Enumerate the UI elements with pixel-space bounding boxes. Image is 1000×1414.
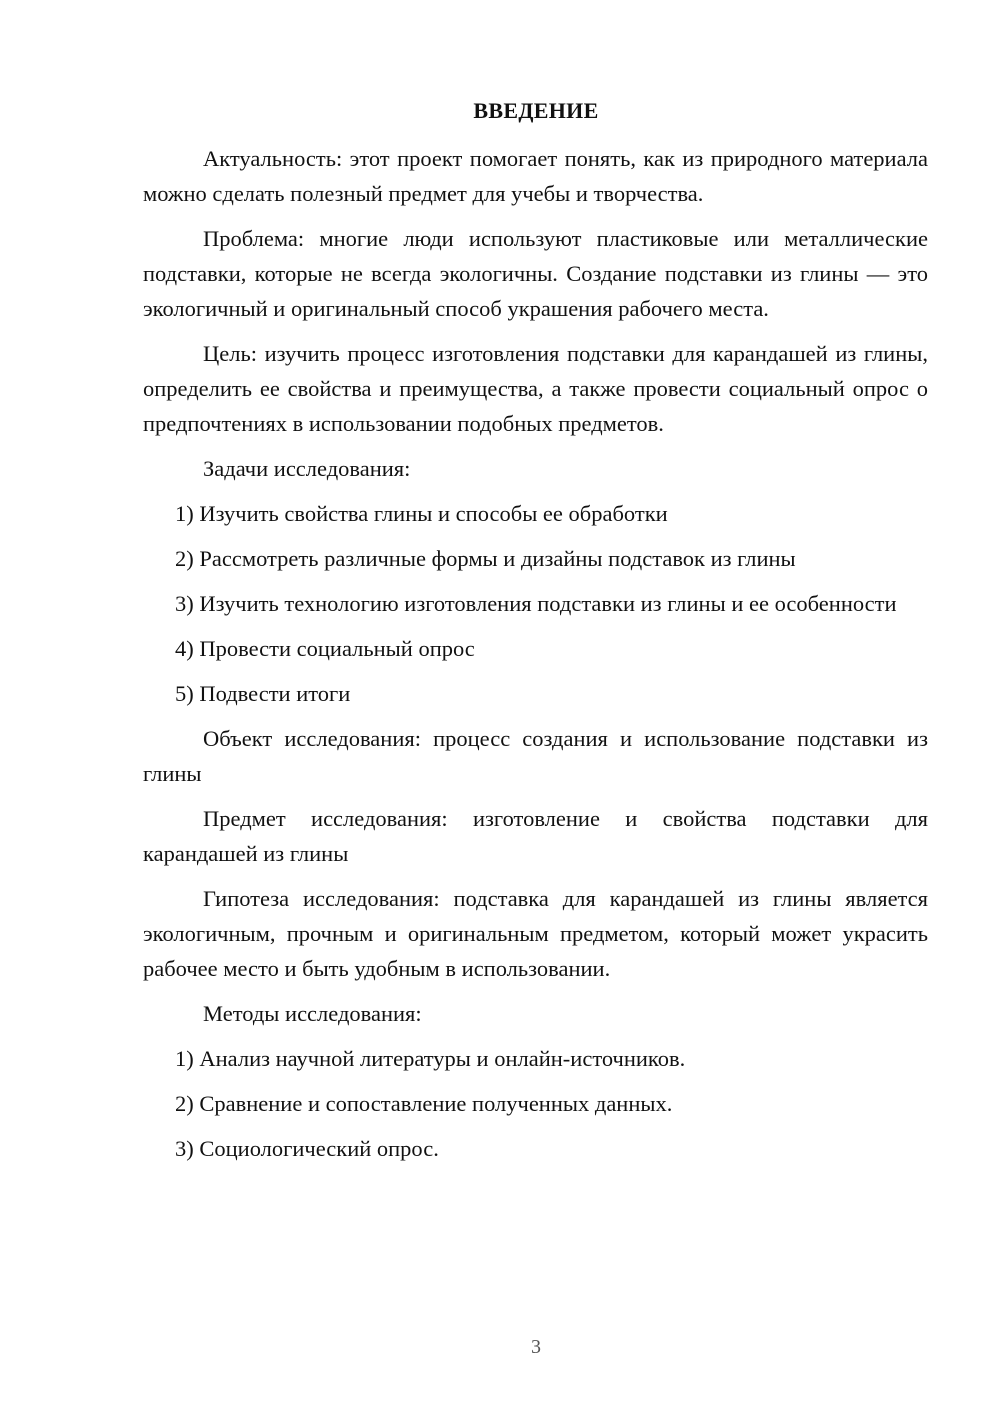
method-item: 1) Анализ научной литературы и онлайн-источников.: [175, 1046, 686, 1071]
method-item: 2) Сравнение и сопоставление полученных данных.: [175, 1091, 673, 1116]
object-paragraph: Объект исследования: процесс создания и использование подставки из глины: [143, 726, 928, 786]
method-item: 3) Социологический опрос.: [175, 1136, 439, 1161]
section-body: [143, 141, 928, 1166]
relevance-paragraph: Актуальность: этот проект помогает понять, как из природного материала можно сделать полезный предмет для учебы и творчества.: [143, 146, 928, 206]
goal-paragraph: Цель: изучить процесс изготовления подставки для карандашей из глины, определить ее свойства и преимущества, а также провести социальный опрос о предпочтениях в использовании подобных предметов.: [143, 341, 928, 436]
tasks-title: Задачи исследования:: [203, 456, 411, 481]
task-item: 4) Провести социальный опрос: [175, 636, 475, 661]
methods-title: Методы исследования:: [203, 1001, 422, 1026]
subject-paragraph: Предмет исследования: изготовление и свойства подставки для карандашей из глины: [143, 806, 928, 866]
hypothesis-paragraph: Гипотеза исследования: подставка для карандашей из глины является экологичным, прочным и оригинальным предметом, который может украсить рабочее место и быть удобным в использовании.: [143, 886, 928, 981]
task-item: 5) Подвести итоги: [175, 681, 351, 706]
task-item: 3) Изучить технологию изготовления подставки из глины и ее особенности: [175, 591, 897, 616]
task-item: 2) Рассмотреть различные формы и дизайны подставок из глины: [175, 546, 796, 571]
task-item: 1) Изучить свойства глины и способы ее обработки: [175, 501, 668, 526]
section-heading: ВВЕДЕНИЕ: [473, 98, 599, 123]
problem-paragraph: Проблема: многие люди используют пластиковые или металлические подставки, которые не всегда экологичны. Создание подставки из глины — это экологичный и оригинальный способ украшения рабочего места.: [143, 226, 928, 321]
page-number: 3: [531, 1336, 541, 1358]
